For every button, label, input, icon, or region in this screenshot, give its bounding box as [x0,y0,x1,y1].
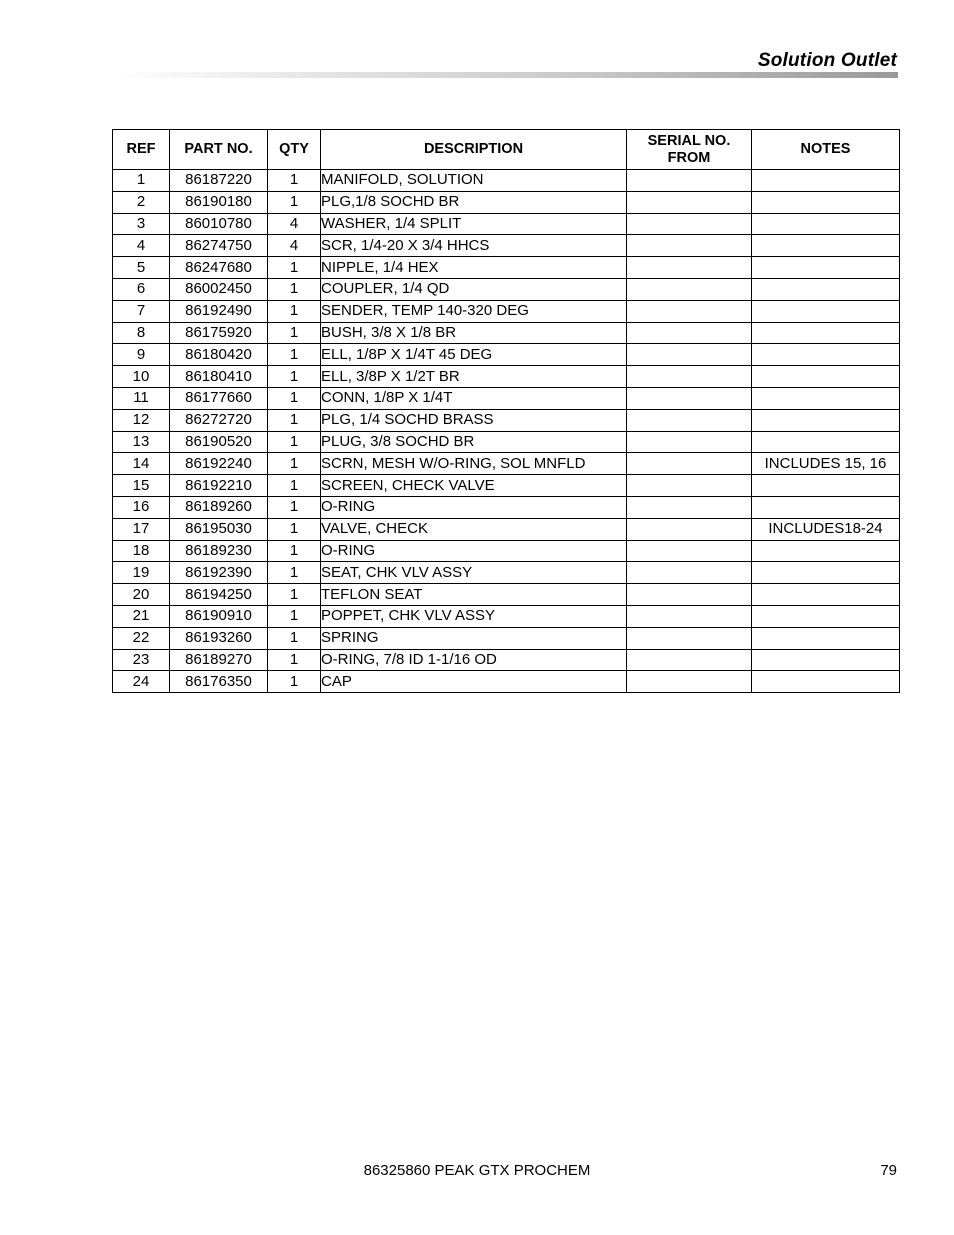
cell-serial-no-from [627,409,752,431]
cell-ref: 1 [113,170,170,192]
cell-qty: 1 [268,649,321,671]
cell-description: WASHER, 1/4 SPLIT [321,213,627,235]
table-row [113,170,900,192]
cell-part-no: 86189260 [170,496,268,518]
cell-notes [752,584,900,606]
table-row [113,605,900,627]
cell-ref: 12 [113,409,170,431]
cell-notes [752,387,900,409]
cell-notes [752,671,900,693]
cell-description: CAP [321,671,627,693]
cell-notes [752,366,900,388]
cell-qty: 1 [268,366,321,388]
cell-description: CONN, 1/8P X 1/4T [321,387,627,409]
table-row [113,584,900,606]
cell-part-no: 86189270 [170,649,268,671]
cell-ref: 10 [113,366,170,388]
cell-notes [752,431,900,453]
cell-ref: 5 [113,257,170,279]
cell-serial-no-from [627,475,752,497]
cell-qty: 1 [268,627,321,649]
cell-serial-no-from [627,170,752,192]
cell-qty: 1 [268,278,321,300]
cell-description: ELL, 3/8P X 1/2T BR [321,366,627,388]
table-row [113,518,900,540]
column-header-qty: QTY [268,130,321,170]
cell-qty: 1 [268,191,321,213]
cell-notes [752,627,900,649]
cell-part-no: 86187220 [170,170,268,192]
cell-part-no: 86272720 [170,409,268,431]
cell-notes [752,649,900,671]
cell-qty: 1 [268,170,321,192]
cell-ref: 14 [113,453,170,475]
cell-ref: 6 [113,278,170,300]
cell-ref: 19 [113,562,170,584]
cell-serial-no-from [627,496,752,518]
cell-qty: 1 [268,496,321,518]
cell-description: SCREEN, CHECK VALVE [321,475,627,497]
cell-serial-no-from [627,605,752,627]
cell-part-no: 86195030 [170,518,268,540]
cell-serial-no-from [627,300,752,322]
page-title: Solution Outlet [757,50,897,71]
cell-ref: 7 [113,300,170,322]
cell-part-no: 86190180 [170,191,268,213]
cell-notes [752,257,900,279]
cell-serial-no-from [627,344,752,366]
cell-part-no: 86176350 [170,671,268,693]
cell-qty: 1 [268,605,321,627]
table-row [113,431,900,453]
cell-qty: 4 [268,213,321,235]
cell-serial-no-from [627,518,752,540]
cell-serial-no-from [627,540,752,562]
table-row [113,627,900,649]
cell-notes [752,344,900,366]
table-row [113,649,900,671]
table-row [113,387,900,409]
cell-part-no: 86175920 [170,322,268,344]
cell-part-no: 86192390 [170,562,268,584]
cell-description: TEFLON SEAT [321,584,627,606]
table-row [113,235,900,257]
cell-description: SENDER, TEMP 140-320 DEG [321,300,627,322]
cell-description: SPRING [321,627,627,649]
cell-description: SEAT, CHK VLV ASSY [321,562,627,584]
cell-serial-no-from [627,257,752,279]
cell-notes [752,409,900,431]
table-row [113,257,900,279]
cell-ref: 23 [113,649,170,671]
cell-notes [752,562,900,584]
cell-notes: INCLUDES18-24 [752,518,900,540]
table-row [113,671,900,693]
table-row [113,475,900,497]
cell-ref: 15 [113,475,170,497]
cell-qty: 1 [268,257,321,279]
cell-notes [752,322,900,344]
column-header-description: DESCRIPTION [321,130,627,170]
cell-serial-no-from [627,278,752,300]
cell-part-no: 86010780 [170,213,268,235]
parts-table [112,129,900,693]
footer-document-title: 86325860 PEAK GTX PROCHEM [363,1162,591,1179]
cell-qty: 1 [268,518,321,540]
cell-description: BUSH, 3/8 X 1/8 BR [321,322,627,344]
cell-description: COUPLER, 1/4 QD [321,278,627,300]
cell-serial-no-from [627,649,752,671]
cell-serial-no-from [627,366,752,388]
cell-ref: 22 [113,627,170,649]
cell-part-no: 86192210 [170,475,268,497]
cell-serial-no-from [627,213,752,235]
cell-part-no: 86002450 [170,278,268,300]
parts-table-body [113,170,900,693]
cell-serial-no-from [627,627,752,649]
cell-part-no: 86192240 [170,453,268,475]
cell-part-no: 86177660 [170,387,268,409]
cell-ref: 9 [113,344,170,366]
cell-ref: 4 [113,235,170,257]
cell-ref: 20 [113,584,170,606]
cell-part-no: 86190910 [170,605,268,627]
table-row [113,453,900,475]
cell-description: PLUG, 3/8 SOCHD BR [321,431,627,453]
cell-qty: 1 [268,387,321,409]
cell-notes [752,278,900,300]
cell-part-no: 86189230 [170,540,268,562]
cell-qty: 1 [268,300,321,322]
cell-serial-no-from [627,431,752,453]
cell-qty: 1 [268,322,321,344]
cell-qty: 1 [268,344,321,366]
table-row [113,409,900,431]
cell-part-no: 86192490 [170,300,268,322]
cell-description: ELL, 1/8P X 1/4T 45 DEG [321,344,627,366]
cell-serial-no-from [627,671,752,693]
cell-description: SCRN, MESH W/O-RING, SOL MNFLD [321,453,627,475]
cell-description: O-RING [321,540,627,562]
table-row [113,540,900,562]
cell-qty: 1 [268,671,321,693]
cell-ref: 24 [113,671,170,693]
cell-qty: 1 [268,562,321,584]
cell-serial-no-from [627,584,752,606]
cell-description: PLG,1/8 SOCHD BR [321,191,627,213]
cell-qty: 1 [268,431,321,453]
cell-description: MANIFOLD, SOLUTION [321,170,627,192]
cell-description: PLG, 1/4 SOCHD BRASS [321,409,627,431]
cell-description: POPPET, CHK VLV ASSY [321,605,627,627]
cell-part-no: 86194250 [170,584,268,606]
cell-qty: 4 [268,235,321,257]
cell-description: O-RING [321,496,627,518]
cell-ref: 13 [113,431,170,453]
cell-description: NIPPLE, 1/4 HEX [321,257,627,279]
table-row [113,322,900,344]
cell-qty: 1 [268,409,321,431]
table-row [113,278,900,300]
table-row [113,496,900,518]
cell-ref: 3 [113,213,170,235]
cell-ref: 18 [113,540,170,562]
footer-page-number: 79 [880,1162,897,1179]
cell-notes [752,191,900,213]
cell-notes [752,496,900,518]
cell-serial-no-from [627,562,752,584]
cell-qty: 1 [268,453,321,475]
header-rule [112,72,898,78]
cell-part-no: 86274750 [170,235,268,257]
column-header-ref: REF [113,130,170,170]
cell-notes [752,213,900,235]
cell-serial-no-from [627,322,752,344]
cell-ref: 17 [113,518,170,540]
cell-ref: 21 [113,605,170,627]
cell-notes [752,235,900,257]
cell-description: O-RING, 7/8 ID 1-1/16 OD [321,649,627,671]
column-header-part-no: PART NO. [170,130,268,170]
cell-description: SCR, 1/4-20 X 3/4 HHCS [321,235,627,257]
cell-notes [752,300,900,322]
cell-qty: 1 [268,475,321,497]
cell-notes [752,605,900,627]
cell-serial-no-from [627,191,752,213]
table-row [113,300,900,322]
column-header-notes: NOTES [752,130,900,170]
cell-ref: 8 [113,322,170,344]
cell-ref: 16 [113,496,170,518]
table-row [113,344,900,366]
cell-serial-no-from [627,387,752,409]
cell-notes [752,170,900,192]
cell-part-no: 86180420 [170,344,268,366]
table-row [113,213,900,235]
cell-notes [752,475,900,497]
cell-part-no: 86193260 [170,627,268,649]
cell-notes: INCLUDES 15, 16 [752,453,900,475]
cell-serial-no-from [627,235,752,257]
cell-serial-no-from [627,453,752,475]
column-header-serial-no-from: SERIAL NO. FROM [627,130,752,170]
cell-description: VALVE, CHECK [321,518,627,540]
cell-qty: 1 [268,540,321,562]
cell-part-no: 86247680 [170,257,268,279]
cell-ref: 2 [113,191,170,213]
table-row [113,191,900,213]
table-row [113,366,900,388]
cell-part-no: 86190520 [170,431,268,453]
cell-notes [752,540,900,562]
cell-qty: 1 [268,584,321,606]
cell-ref: 11 [113,387,170,409]
table-header-row [113,130,900,170]
cell-part-no: 86180410 [170,366,268,388]
table-row [113,562,900,584]
